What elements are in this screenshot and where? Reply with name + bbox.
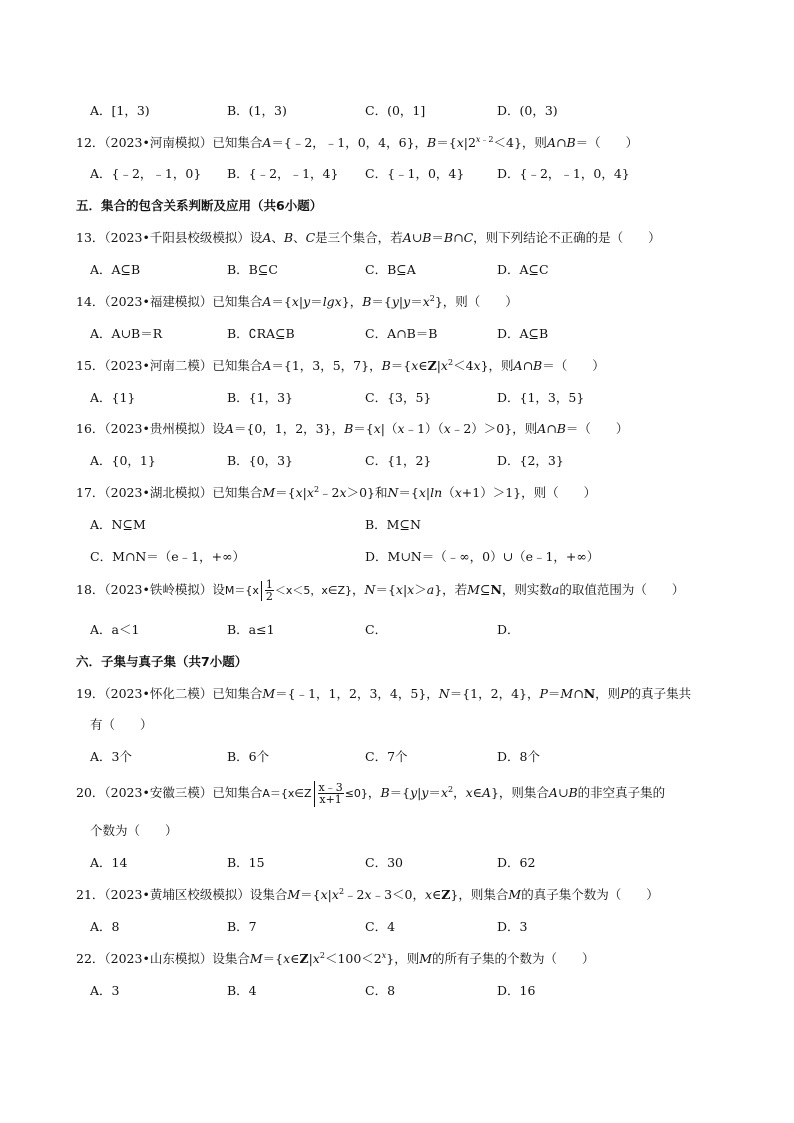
q13-option-d[interactable]: D．A⊆C [497,262,549,277]
q22-label: 22．（2023•山东模拟）设集合 [76,951,250,966]
q15-option-a[interactable]: A．{1} [90,390,136,405]
q17-option-c[interactable]: C．M∩N＝（e﹣1，+∞） [90,549,246,564]
q15-stem: 15．（2023•河南二模）已知集合A＝{1，3，5，7}，$B=\{x\in Z|x^2<4x\}$，则A∩B＝（ ） [76,357,605,373]
q18-label: 18．（2023•铁岭模拟）设 [76,582,225,597]
q12-option-b[interactable]: B．{﹣2，﹣1，4} [227,166,339,181]
q12-option-d[interactable]: D．{﹣2，﹣1，0，4} [497,166,630,181]
q19-option-a[interactable]: A．3个 [90,749,132,764]
section-5-heading: 五．集合的包含关系判断及应用（共6小题） [76,198,323,213]
q13-stem: 13．（2023•千阳县校级模拟）设A、B、C是三个集合，若A∪B＝B∩C，则下列结论不正确的是（ ） [76,230,661,245]
q22-stem: 22．（2023•山东模拟）设集合$M=\{x\in Z|x^2<100<2^x\}$，则M的所有子集的个数为（ ） [76,950,595,966]
q11-option-b[interactable]: B．(1，3) [227,103,287,118]
q16-label: 16．（2023•贵州模拟）设 [76,421,225,436]
q18-option-c[interactable]: C． [365,622,388,637]
q16-option-d[interactable]: D．{2，3} [497,453,564,468]
q20-stem-continued: 个数为（ ） [90,823,178,838]
q21-option-c[interactable]: C．4 [365,919,396,934]
q14-option-c[interactable]: C．A∩B＝B [365,326,438,341]
q11-option-a[interactable]: A．[1，3) [90,103,150,118]
q14-stem: 14．（2023•福建模拟）已知集合A＝{x|y＝lgx}，$B=\{y|y=x^2\}$，则（ ） [76,293,518,309]
q12-option-a[interactable]: A．{﹣2，﹣1，0} [90,166,202,181]
q15-label: 15．（2023•河南二模）已知集合 [76,358,263,373]
q20-label: 20．（2023•安徽三模）已知集合 [76,785,263,800]
q22-option-a[interactable]: A．3 [90,983,120,998]
q21-option-d[interactable]: D．3 [497,919,528,934]
q12-option-c[interactable]: C．{﹣1，0，4} [365,166,465,181]
q19-option-d[interactable]: D．8个 [497,749,540,764]
q14-option-b[interactable]: B．∁RA⊆B [227,326,295,341]
q22-option-d[interactable]: D．16 [497,983,536,998]
q20-option-b[interactable]: B．15 [227,855,265,870]
q15-option-c[interactable]: C．{3，5} [365,390,432,405]
q20-fraction: $\frac{x﹣3}{x+1}$ [318,781,343,806]
q22-option-b[interactable]: B．4 [227,983,257,998]
q13-option-c[interactable]: C．B⊆A [365,262,416,277]
q14-option-a[interactable]: A．A∪B＝R [90,326,163,341]
q18-option-d[interactable]: D． [497,622,520,637]
q14-label: 14．（2023•福建模拟）已知集合 [76,294,263,309]
q11-option-c[interactable]: C．(0，1] [365,103,426,118]
q18-option-a[interactable]: A．a＜1 [90,622,140,637]
q11-option-d[interactable]: D．(0，3) [497,103,558,118]
q17-label: 17．（2023•湖北模拟）已知集合 [76,485,263,500]
q22-option-c[interactable]: C．8 [365,983,396,998]
q12-label: 12．（2023•河南模拟）已知集合 [76,135,263,150]
q14-option-d[interactable]: D．A⊆B [497,326,549,341]
q20-stem: 20．（2023•安徽三模）已知集合A＝{x∈Z $\frac{x﹣3}{x+1}$ ≤0}，$B=\{y|y=x^2$，x∈A}，则集合A∪B的非空真子集的 [76,781,666,806]
q20-option-a[interactable]: A．14 [90,855,128,870]
q13-option-a[interactable]: A．A⊆B [90,262,141,277]
q18-fraction: $\frac{1}{2}$ [265,578,273,603]
q17-option-b[interactable]: B．M⊆N [365,517,421,532]
q17-option-d[interactable]: D．M∪N＝（﹣∞，0）∪（e﹣1，+∞） [365,549,600,564]
q19-stem-continued: 有（ ） [90,717,153,732]
q13-label: 13．（2023•千阳县校级模拟）设 [76,230,263,245]
q20-option-c[interactable]: C．30 [365,855,403,870]
q15-option-b[interactable]: B．{1，3} [227,390,293,405]
q20-option-d[interactable]: D．62 [497,855,536,870]
q19-option-b[interactable]: B．6个 [227,749,270,764]
q19-label: 19．（2023•怀化二模）已知集合 [76,686,263,701]
q19-stem: 19．（2023•怀化二模）已知集合M＝{﹣1，1，2，3，4，5}，N＝{1，2，4}，P＝M∩N，则P的真子集共 [76,686,692,701]
section-6-heading: 六．子集与真子集（共7小题） [76,654,248,669]
q21-option-a[interactable]: A．8 [90,919,120,934]
q13-option-b[interactable]: B．B⊆C [227,262,278,277]
q16-option-c[interactable]: C．{1，2} [365,453,432,468]
q19-option-c[interactable]: C．7个 [365,749,408,764]
q16-option-b[interactable]: B．{0，3} [227,453,293,468]
q17-stem: 17．（2023•湖北模拟）已知集合$M=\{x|x^2﹣2x>0\}$和N＝{x|ln（x+1）＞1}，则（ ） [76,484,597,500]
q15-option-d[interactable]: D．{1，3，5} [497,390,585,405]
q16-stem: 16．（2023•贵州模拟）设A＝{0，1，2，3}，B＝{x|（x﹣1）（x﹣2）＞0}，则A∩B＝（ ） [76,421,629,436]
q18-stem: 18．（2023•铁岭模拟）设M＝{x $\frac{1}{2}$ ＜x＜5，x∈Z}，N＝{x|x＞a}，若M⊆N，则实数a的取值范围为（ ） [76,578,685,603]
q21-label: 21．（2023•黄埔区校级模拟）设集合 [76,887,288,902]
q18-option-b[interactable]: B．a≤1 [227,622,275,637]
q12-stem: 12．（2023•河南模拟）已知集合A＝{﹣2，﹣1，0，4，6}，$B=\{x|2^{x﹣2}<4\}$，则A∩B＝（ ） [76,134,639,150]
q21-option-b[interactable]: B．7 [227,919,257,934]
q21-stem: 21．（2023•黄埔区校级模拟）设集合$M=\{x|x^2﹣2x﹣3<0$，x∈Z}，则集合M的真子集个数为（ ） [76,886,659,902]
q16-option-a[interactable]: A．{0，1} [90,453,156,468]
q17-option-a[interactable]: A．N⊆M [90,517,146,532]
